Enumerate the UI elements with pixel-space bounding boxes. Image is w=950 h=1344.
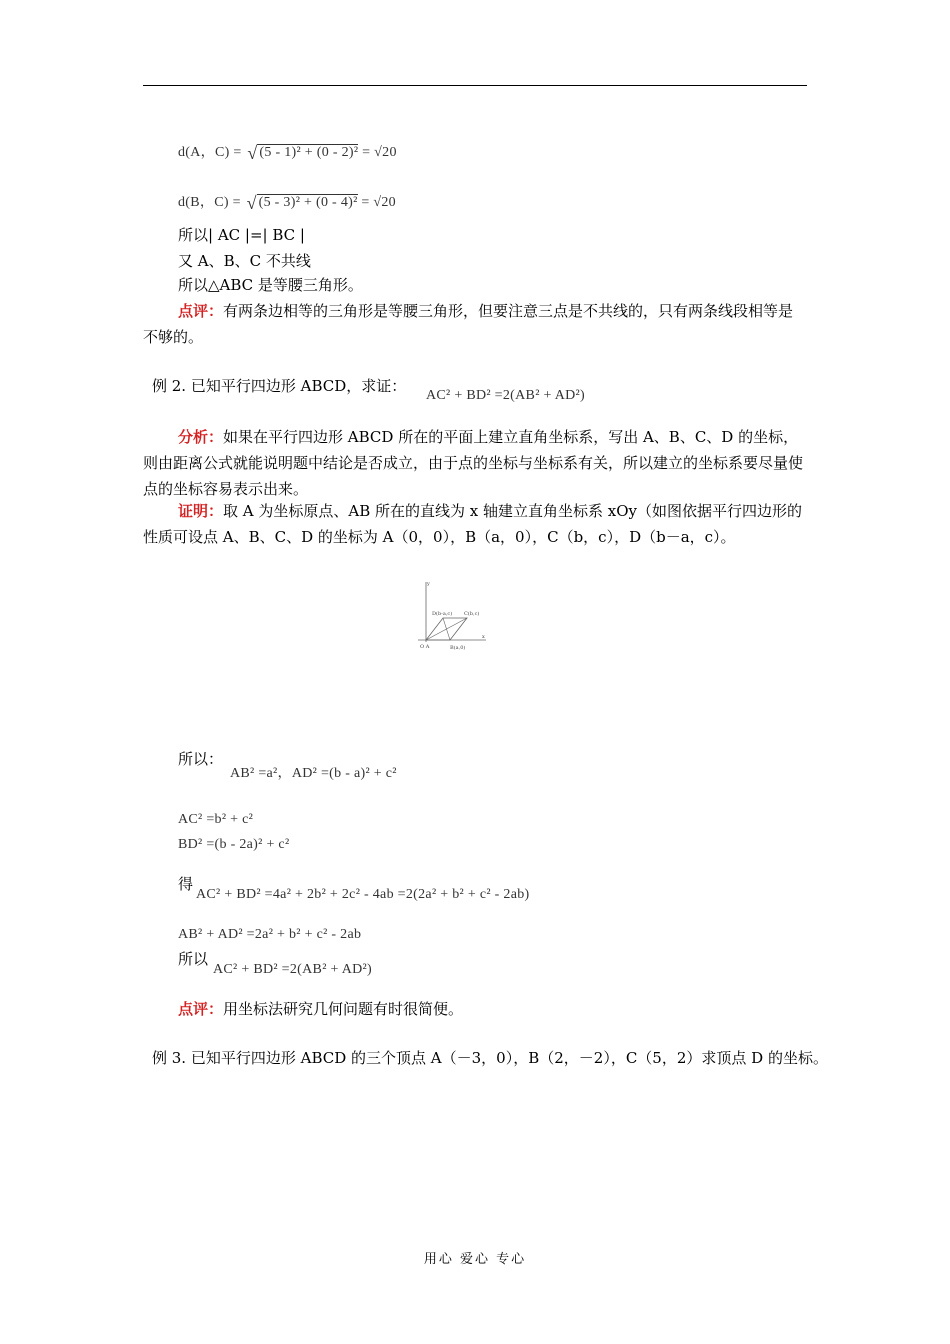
label-O: O A	[420, 644, 430, 650]
ex1-isosceles-line: 所以△ABC 是等腰三角形。	[178, 276, 363, 294]
analysis-label: 分析：	[178, 428, 224, 446]
ex2-analysis	[143, 424, 808, 502]
eq-ac: AC² =b² + c²	[178, 812, 254, 827]
eq-ab-ad-sum: AB² + AD² =2a² + b² + c² - 2ab	[178, 927, 362, 942]
eq-bd: BD² =(b - 2a)² + c²	[178, 837, 290, 852]
ex2-so2-label: 所以	[178, 950, 209, 968]
eq-sum: AC² + BD² =4a² + 2b² + 2c² - 4ab =2(2a² + b² + c² - 2ab)	[196, 887, 530, 902]
sqrt-sign: √ (5 - 3)² + (0 - 4)²	[246, 193, 358, 213]
ex2-claim: AC² + BD² =2(AB² + AD²)	[426, 388, 585, 403]
proof-label: 证明：	[178, 502, 224, 520]
label-D: D(b-a,c)	[432, 611, 453, 617]
ex3-title: 例 3. 已知平行四边形 ABCD 的三个顶点 A（－3，0），B（2，－2），C（5，2）求顶点 D 的坐标。	[152, 1049, 828, 1067]
sqrt-sign: √ (5 - 1)² + (0 - 2)²	[247, 143, 359, 163]
label-x: x	[482, 634, 485, 640]
diagonal-bd	[443, 618, 450, 640]
formula-dBC-radicand: (5 - 3)² + (0 - 4)²	[258, 195, 358, 210]
comment-label: 点评：	[178, 1000, 224, 1018]
ex2-proof	[143, 498, 808, 550]
ex2-title: 例 2. 已知平行四边形 ABCD，求证：	[152, 377, 407, 395]
label-y: y	[427, 581, 430, 587]
analysis-text: 如果在平行四边形 ABCD 所在的平面上建立直角坐标系，写出 A、B、C、D 的坐标，则由距离公式就能说明题中结论是否成立，由于点的坐标与坐标系有关，所以建立的坐标系要尽量使点的坐标容易表示出来。	[143, 428, 804, 498]
label-C: C(b,c)	[464, 611, 480, 617]
eq-final: AC² + BD² =2(AB² + AD²)	[213, 962, 372, 977]
parallelogram-figure	[410, 578, 490, 658]
page-footer: 用心 爱心 专心	[423, 1252, 527, 1267]
comment-text: 用坐标法研究几何问题有时很简便。	[223, 1000, 464, 1018]
formula-dAC-label: d(A，C) =	[178, 145, 242, 160]
ex1-so-line: 所以| AC |=| BC |	[178, 226, 305, 244]
ex1-noncollinear-line: 又 A、B、C 不共线	[178, 252, 311, 270]
comment-label: 点评：	[178, 302, 224, 320]
eq-ab-ad: AB² =a²，AD² =(b - a)² + c²	[230, 766, 397, 781]
formula-dAC-result: = √20	[362, 145, 397, 160]
header-rule	[143, 85, 807, 86]
formula-dAC-radicand: (5 - 1)² + (0 - 2)²	[259, 145, 359, 160]
formula-dBC-result: = √20	[361, 195, 396, 210]
proof-text: 取 A 为坐标原点、AB 所在的直线为 x 轴建立直角坐标系 xOy（如图依据平行四边形的性质可设点 A、B、C、D 的坐标为 A（0，0），B（a，0），C（b，c），D（b－a，c）。	[143, 502, 803, 546]
ex2-get-label: 得	[178, 875, 194, 893]
ex2-so-label: 所以：	[178, 750, 224, 768]
formula-dBC-label: d(B，C) =	[178, 195, 241, 210]
label-B: B(a,0)	[450, 645, 466, 651]
comment-text: 有两条边相等的三角形是等腰三角形，但要注意三点是不共线的，只有两条线段相等是不够的。	[143, 302, 794, 346]
ex1-comment	[143, 298, 808, 350]
formula-dAC	[178, 141, 397, 161]
formula-dBC	[178, 191, 396, 211]
ex2-comment	[178, 996, 463, 1022]
